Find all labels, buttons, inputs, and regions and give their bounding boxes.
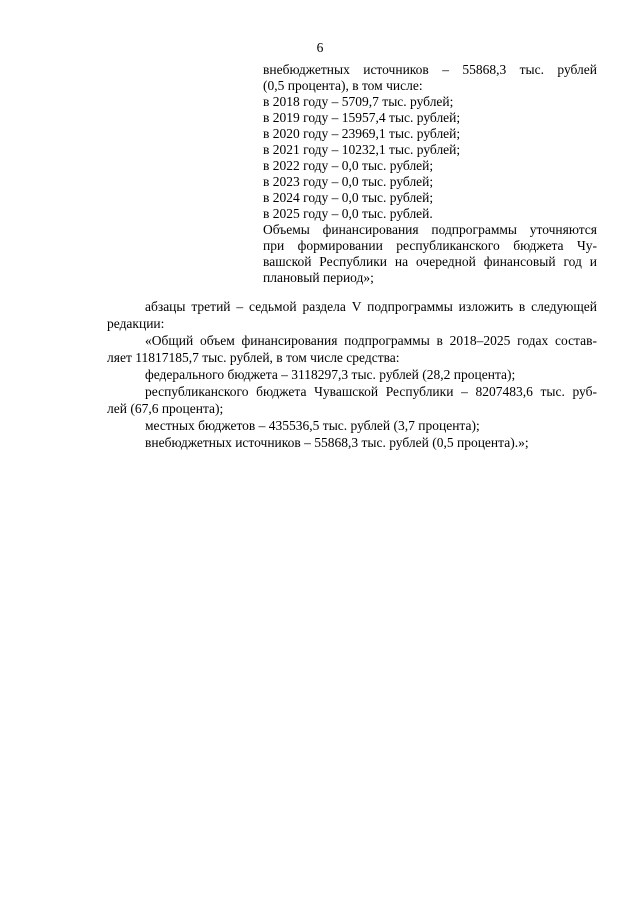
page-number: 6 — [316, 40, 324, 55]
paragraph-line: республиканского бюджета Чувашской Республики – 8207483,6 тыс. руб- — [145, 384, 597, 399]
financing-table-cell — [263, 62, 597, 286]
paragraph-line: федерального бюджета – 3118297,3 тыс. рублей (28,2 процента); — [145, 367, 516, 382]
text-line: в 2021 году – 10232,1 тыс. рублей; — [263, 142, 461, 157]
paragraph-line: «Общий объем финансирования подпрограммы в 2018–2025 годах состав- — [145, 333, 597, 348]
text-line: в 2025 году – 0,0 тыс. рублей. — [263, 206, 433, 221]
text-line: внебюджетных источников – 55868,3 тыс. рублей — [263, 62, 597, 77]
text-line: в 2024 году – 0,0 тыс. рублей; — [263, 190, 434, 205]
text-line: в 2022 году – 0,0 тыс. рублей; — [263, 158, 434, 173]
text-line: при формировании республиканского бюджета Чу- — [263, 238, 597, 253]
text-line: в 2020 году – 23969,1 тыс. рублей; — [263, 126, 461, 141]
text-line: вашской Республики на очередной финансовый год и — [263, 254, 597, 269]
paragraph-line: ляет 11817185,7 тыс. рублей, в том числе средства: — [107, 350, 400, 365]
text-line: Объемы финансирования подпрограммы уточняются — [263, 222, 597, 237]
text-line: плановый период»; — [263, 270, 374, 285]
paragraph-line: абзацы третий – седьмой раздела V подпрограммы изложить в следующей — [145, 299, 597, 314]
text-line: в 2019 году – 15957,4 тыс. рублей; — [263, 110, 461, 125]
paragraph-line: лей (67,6 процента); — [107, 401, 224, 416]
text-line: (0,5 процента), в том числе: — [263, 78, 423, 93]
text-line: в 2023 году – 0,0 тыс. рублей; — [263, 174, 434, 189]
paragraph-line: внебюджетных источников – 55868,3 тыс. рублей (0,5 процента).»; — [145, 435, 529, 450]
paragraph-line: редакции: — [107, 316, 165, 331]
paragraph-line: местных бюджетов – 435536,5 тыс. рублей (3,7 процента); — [145, 418, 480, 433]
text-line: в 2018 году – 5709,7 тыс. рублей; — [263, 94, 454, 109]
amendment-text — [107, 298, 597, 451]
